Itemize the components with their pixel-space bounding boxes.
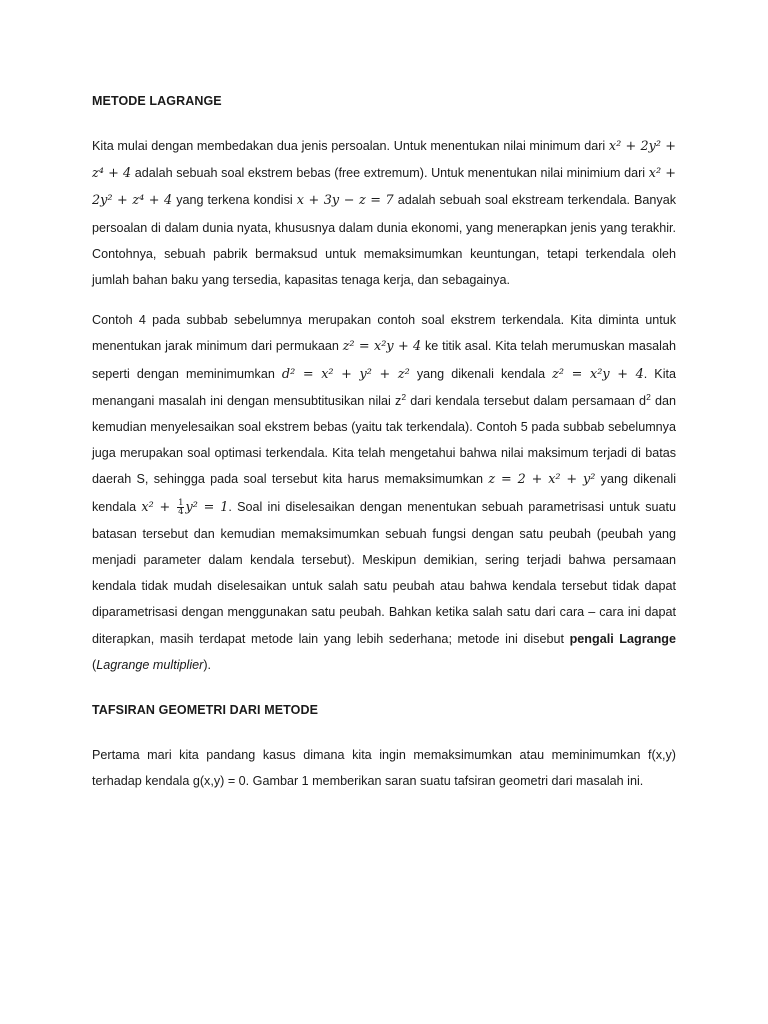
fraction bbox=[177, 499, 184, 516]
paragraph-example bbox=[92, 307, 676, 678]
text-run: . Soal ini diselesaikan dengan menentukan sebuah parametrisasi untuk suatu batasan tersebut dan kemudian memaksimumkan sebuah fungsi dengan satu peubah (peubah yang menjadi parameter dalam kendala tersebut). Meskipun demikian, sering terjadi bahwa persamaan kendala tidak mudah diselesaikan untuk salah satu peubah atau bahwa kendala tersebut tidak dapat diparametrisasi dengan menggunakan satu peubah. Bahkan ketika salah satu dari cara – cara ini dapat diterapkan, masih terdapat metode lain yang lebih sederhana; metode ini disebut bbox=[92, 499, 676, 646]
math-ellipse-constraint bbox=[141, 497, 229, 517]
text-run: Kita mulai dengan membedakan dua jenis persoalan. Untuk menentukan nilai minimum dari bbox=[92, 139, 609, 153]
text-run: . Kita menangani masalah ini dengan mensubtitusikan nilai z bbox=[92, 366, 676, 408]
text-run: Pertama mari kita pandang kasus dimana kita ingin memaksimumkan atau meminimumkan f(x,y) terhadap kendala g(x,y) = 0. Gambar 1 memberikan saran suatu tafsiran geometri dari masalah ini. bbox=[92, 748, 676, 789]
superscript: 2 bbox=[646, 391, 651, 402]
section-title-tafsiran-geometri: TAFSIRAN GEOMETRI DARI METODE bbox=[92, 703, 319, 718]
section-title-metode-lagrange: METODE LAGRANGE bbox=[92, 94, 222, 108]
math-constraint: z² = x²y + 4 bbox=[552, 366, 644, 382]
term-lagrange-multiplier: Lagrange multiplier bbox=[96, 657, 204, 672]
math-objective: z = 2 + x² + y² bbox=[488, 472, 596, 488]
text-run: adalah sebuah soal ekstream terkendala. Banyak persoalan di dalam dunia nyata, khususnya dalam dunia ekonomi, yang menerapkan jenis yang terakhir. Contohnya, sebuah pabrik bermaksud untuk memaksimumkan keuntungan, tetapi terkendala oleh jumlah bahan baku yang tersedia, kapasitas tenaga kerja, dan sebagainya. bbox=[92, 193, 676, 288]
math-distance: d² = x² + y² + z² bbox=[281, 366, 410, 382]
math-expression: x² + 2y² + z⁴ + 4 bbox=[92, 139, 676, 182]
text-run: dan kemudian menyelesaikan soal ekstrem bebas (yaitu tak terkendala). Contoh 5 pada subbab sebelumnya juga merupakan soal optimasi terkendala. Kita telah mengetahui bahwa nilai maksimum terjadi di batas daerah S, sehingga pada soal tersebut kita harus memaksimumkan bbox=[92, 393, 676, 487]
paragraph-geometry bbox=[92, 742, 676, 794]
text-run: yang terkena kondisi bbox=[172, 193, 297, 208]
math-surface: z² = x²y + 4 bbox=[342, 339, 422, 355]
text-run: ke titik asal. Kita telah merumuskan masalah seperti dengan meminimumkan bbox=[92, 339, 676, 381]
text-run: yang dikenali kendala bbox=[409, 366, 553, 381]
fraction-numerator: 1 bbox=[178, 497, 184, 508]
paragraph-intro bbox=[92, 133, 676, 293]
text-run: ). bbox=[203, 657, 212, 672]
text-run: ( bbox=[92, 657, 97, 672]
math-part: x² + bbox=[141, 499, 177, 515]
text-run: dari kendala tersebut dalam persamaan d bbox=[406, 393, 647, 408]
term-pengali-lagrange: pengali Lagrange bbox=[569, 631, 676, 646]
math-constraint: x + 3y − z = 7 bbox=[296, 193, 394, 209]
math-part: y² = 1 bbox=[185, 499, 229, 515]
superscript: 2 bbox=[401, 391, 407, 402]
text-run: Contoh 4 pada subbab sebelumnya merupakan contoh soal ekstrem terkendala. Kita diminta untuk menentukan jarak minimum dari permukaan bbox=[92, 313, 676, 354]
text-run: adalah sebuah soal ekstrem bebas (free extremum). Untuk menentukan nilai minimium dari bbox=[131, 166, 649, 181]
fraction-denominator: 4 bbox=[178, 506, 184, 517]
math-expression: x² + 2y² + z⁴ + 4 bbox=[92, 166, 677, 209]
text-run: yang dikenali kendala bbox=[92, 472, 676, 514]
